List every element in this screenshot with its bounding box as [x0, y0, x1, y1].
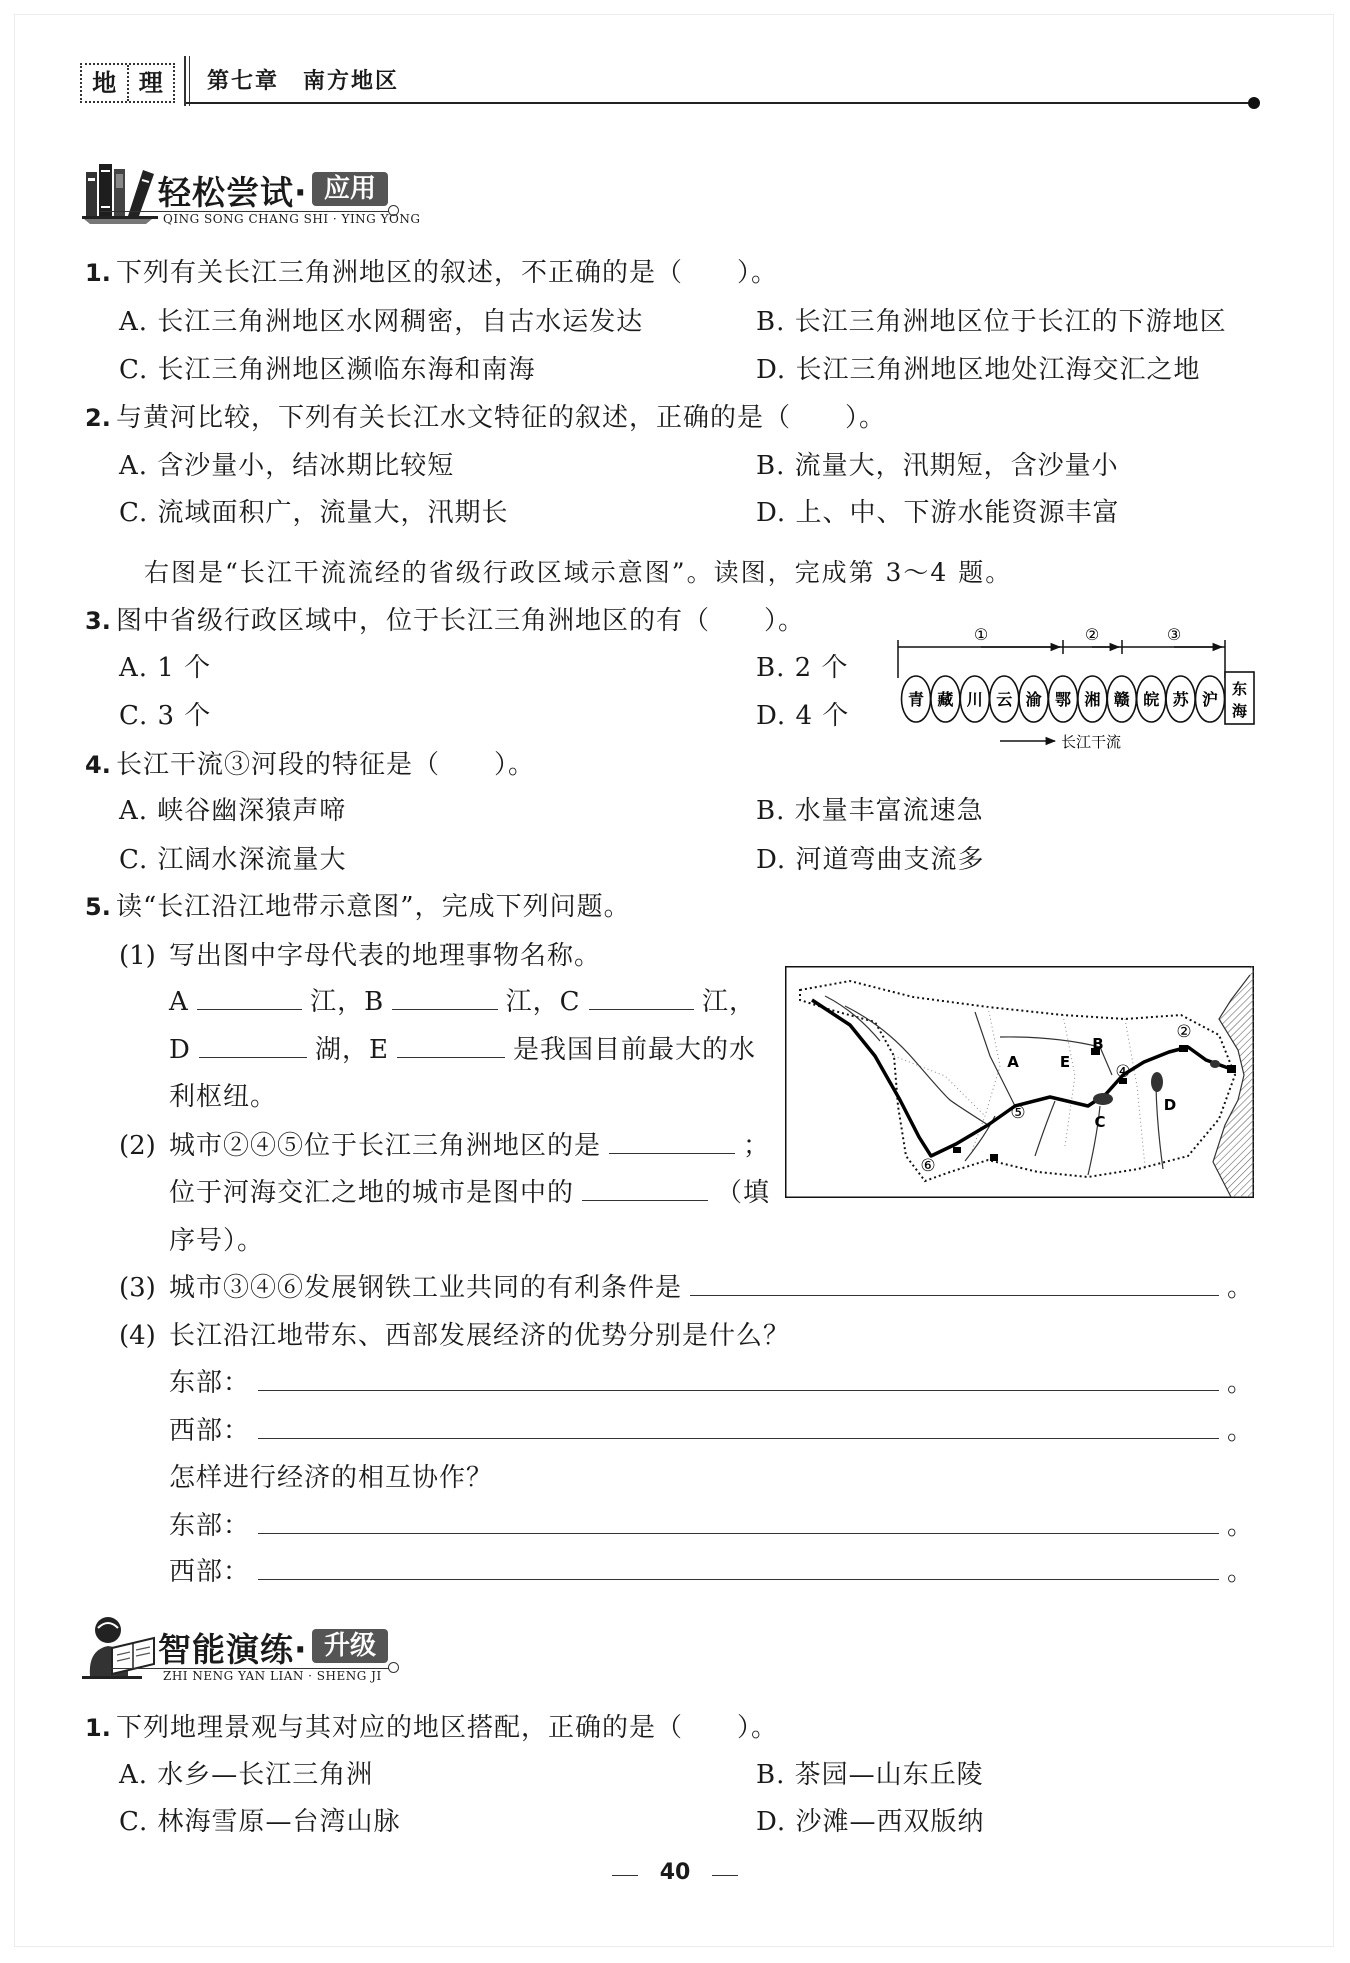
q4-option-a: A. 峡谷幽深猿声啼: [119, 796, 347, 826]
q4-option-d: D. 河道弯曲支流多: [756, 845, 985, 875]
province-label: 云: [996, 690, 1013, 709]
part-label: (4): [119, 1321, 156, 1351]
dongting-lake: [1093, 1093, 1113, 1105]
answer-blank-e: [397, 1035, 505, 1058]
part-label: (1): [119, 941, 156, 971]
section-title: 轻松尝试·: [158, 173, 308, 212]
reader-icon: [82, 1612, 158, 1682]
part-text: 城市②④⑤位于长江三角洲地区的是: [169, 1131, 602, 1161]
q1-option-a: A. 长江三角洲地区水网稠密，自古水运发达: [119, 307, 644, 337]
answer-blank: [258, 1368, 1219, 1391]
question-stem: 读“长江沿江地带示意图”，完成下列问题。: [116, 892, 631, 922]
question-number: 3.: [85, 607, 111, 635]
west-label: 西部：: [169, 1557, 251, 1587]
q5-part-4-east-2: [169, 1510, 1254, 1542]
answer-blank: [258, 1511, 1219, 1534]
part-text: 长江沿江地带东、西部发展经济的优势分别是什么？: [169, 1321, 791, 1351]
s2q1-option-d: D. 沙滩—西双版纳: [756, 1807, 985, 1837]
question-1: [85, 257, 778, 289]
question-number: 1.: [85, 1714, 111, 1742]
question-stem: 图中省级行政区域中，位于长江三角洲地区的有（ ）。: [116, 606, 806, 636]
header-divider: [189, 56, 190, 106]
answer-blank: [690, 1273, 1219, 1296]
q5-part-1-line-1: [169, 986, 756, 1018]
answer-blank: [582, 1178, 708, 1201]
question-3: [85, 605, 805, 637]
map-letter-d: D: [1163, 1096, 1177, 1114]
subject-label: [80, 63, 175, 103]
map-letter-b: B: [1092, 1035, 1104, 1053]
question-number: 4.: [85, 751, 111, 779]
q5-part-4-west: [169, 1415, 1254, 1447]
province-label: 鄂: [1054, 690, 1072, 709]
header-divider: [184, 56, 186, 106]
chapter-title: 第七章 南方地区: [207, 68, 400, 94]
west-label: 西部：: [169, 1416, 251, 1446]
question-2: [85, 402, 886, 434]
segment-label: ③: [1166, 625, 1182, 644]
line-end: 。: [1226, 1368, 1254, 1398]
question-stem: 下列地理景观与其对应的地区搭配，正确的是（ ）。: [116, 1713, 779, 1743]
part-end: 。: [1226, 1273, 1254, 1303]
line-end: 。: [1226, 1557, 1254, 1587]
questions-3-4-intro: 右图是“长江干流流经的省级行政区域示意图”。读图，完成第 3～4 题。: [144, 558, 1013, 587]
part-text: 城市③④⑥发展钢铁工业共同的有利条件是: [169, 1273, 683, 1303]
tai-lake: [1210, 1060, 1220, 1068]
subject-char: 理: [127, 65, 174, 101]
q5-part-1-line-3: 利枢纽。: [169, 1082, 278, 1112]
q4-option-c: C. 江阔水深流量大: [119, 845, 347, 875]
question-stem: 下列有关长江三角洲地区的叙述，不正确的是（ ）。: [116, 258, 779, 288]
question-number: 2.: [85, 404, 111, 432]
q2-option-b: B. 流量大，汛期短，含沙量小: [756, 451, 1119, 481]
section-badge: 升级: [312, 1629, 388, 1663]
province-label: 湘: [1084, 690, 1101, 709]
q5-part-4-east: [169, 1367, 1254, 1399]
part-label: (2): [119, 1131, 156, 1161]
map-city-6: ⑥: [920, 1156, 936, 1176]
q5-part-4-subquestion: 怎样进行经济的相互协作？: [169, 1463, 494, 1493]
line-end: 。: [1226, 1416, 1254, 1446]
question-4: [85, 749, 535, 781]
section-underline-circle: [388, 1662, 399, 1673]
q3-option-b: B. 2 个: [756, 653, 849, 683]
part-text: 位于河海交汇之地的城市是图中的: [169, 1178, 575, 1208]
part-text: ；: [742, 1131, 770, 1161]
part-label: (3): [119, 1273, 156, 1303]
q2-option-d: D. 上、中、下游水能资源丰富: [756, 498, 1120, 528]
fill-text: 湖，E: [314, 1035, 389, 1065]
yangtze-province-diagram: [895, 620, 1260, 755]
line-end: 。: [1226, 1511, 1254, 1541]
poyang-lake: [1151, 1072, 1163, 1092]
answer-blank-c: [589, 987, 694, 1010]
q4-option-b: B. 水量丰富流速急: [756, 796, 984, 826]
province-label: 藏: [937, 690, 954, 709]
q5-part-1: [119, 940, 601, 972]
q1-option-c: C. 长江三角洲地区濒临东海和南海: [119, 355, 536, 385]
q5-part-4-west-2: [169, 1556, 1254, 1588]
q5-part-2-line-3: 序号）。: [169, 1226, 265, 1256]
east-label: 东部：: [169, 1368, 251, 1398]
part-text: 写出图中字母代表的地理事物名称。: [169, 941, 602, 971]
q5-part-4: [119, 1320, 790, 1352]
section-badge: 应用: [312, 172, 388, 206]
q5-part-1-line-2: [169, 1034, 756, 1066]
s2q1-option-c: C. 林海雪原—台湾山脉: [119, 1807, 401, 1837]
fill-text: 江，C: [505, 987, 581, 1017]
fill-text: D: [169, 1035, 191, 1065]
s2q1-option-a: A. 水乡—长江三角洲: [119, 1760, 374, 1790]
fill-text: 江，: [701, 987, 756, 1017]
q3-option-d: D. 4 个: [756, 701, 850, 731]
province-label: 皖: [1143, 690, 1160, 709]
province-label: 青: [907, 690, 925, 709]
q1-option-b: B. 长江三角洲地区位于长江的下游地区: [756, 307, 1227, 337]
answer-blank: [258, 1557, 1219, 1580]
province-label: 赣: [1113, 690, 1130, 709]
question-number: 1.: [85, 259, 111, 287]
legend-label: 长江干流: [1061, 733, 1122, 751]
map-letter-a: A: [1007, 1053, 1019, 1071]
page-number-dash: [712, 1875, 738, 1876]
sea-label: 东: [1231, 680, 1248, 698]
segment-brackets: [898, 640, 1225, 678]
section2-question-1: [85, 1712, 778, 1744]
answer-blank-a: [197, 987, 302, 1010]
province-label: 沪: [1201, 690, 1219, 709]
answer-blank-b: [392, 987, 497, 1010]
page-number: 40: [659, 1860, 691, 1885]
section-pinyin: QING SONG CHANG SHI · YING YONG: [163, 212, 421, 226]
map-frame: [786, 967, 1254, 1198]
segment-label: ①: [973, 625, 989, 644]
answer-blank: [258, 1416, 1219, 1439]
s2q1-option-b: B. 茶园—山东丘陵: [756, 1760, 984, 1790]
map-city-5: ⑤: [1010, 1103, 1026, 1123]
question-5: [85, 891, 631, 923]
section-title: 智能演练·: [158, 1630, 308, 1669]
q5-part-2: [119, 1130, 770, 1162]
q5-part-2-line-2: [169, 1177, 770, 1209]
sea-label: 海: [1231, 702, 1248, 720]
fill-text: A: [169, 987, 189, 1017]
books-icon: [82, 158, 158, 226]
part-text: （填: [715, 1178, 770, 1208]
answer-blank-d: [199, 1035, 307, 1058]
question-stem: 与黄河比较，下列有关长江水文特征的叙述，正确的是（ ）。: [116, 403, 887, 433]
fill-text: 江，B: [310, 987, 385, 1017]
map-city-2: ②: [1176, 1022, 1192, 1042]
province-label: 川: [966, 690, 983, 709]
question-stem: 长江干流③河段的特征是（ ）。: [116, 750, 536, 780]
segment-label: ②: [1084, 625, 1100, 644]
province-label: 渝: [1025, 690, 1042, 709]
q3-option-c: C. 3 个: [119, 701, 212, 731]
q2-option-c: C. 流域面积广，流量大，汛期长: [119, 498, 509, 528]
province-label: 苏: [1172, 690, 1189, 709]
east-label: 东部：: [169, 1511, 251, 1541]
yangtze-belt-map: [785, 966, 1254, 1198]
fill-text: 是我国目前最大的水: [513, 1035, 757, 1065]
header-rule: [186, 102, 1252, 104]
header-rule-dot: [1248, 97, 1260, 109]
map-city-4: ④: [1115, 1062, 1131, 1082]
q5-part-3: [119, 1272, 1254, 1304]
section-pinyin: ZHI NENG YAN LIAN · SHENG JI: [163, 1669, 382, 1683]
map-letter-c: C: [1094, 1113, 1106, 1131]
q2-option-a: A. 含沙量小，结冰期比较短: [119, 451, 455, 481]
q1-option-d: D. 长江三角洲地区地处江海交汇之地: [756, 355, 1201, 385]
answer-blank: [609, 1131, 735, 1154]
subject-char: 地: [92, 69, 117, 97]
q3-option-a: A. 1 个: [119, 653, 212, 683]
question-number: 5.: [85, 893, 111, 921]
map-letter-e: E: [1059, 1053, 1071, 1071]
